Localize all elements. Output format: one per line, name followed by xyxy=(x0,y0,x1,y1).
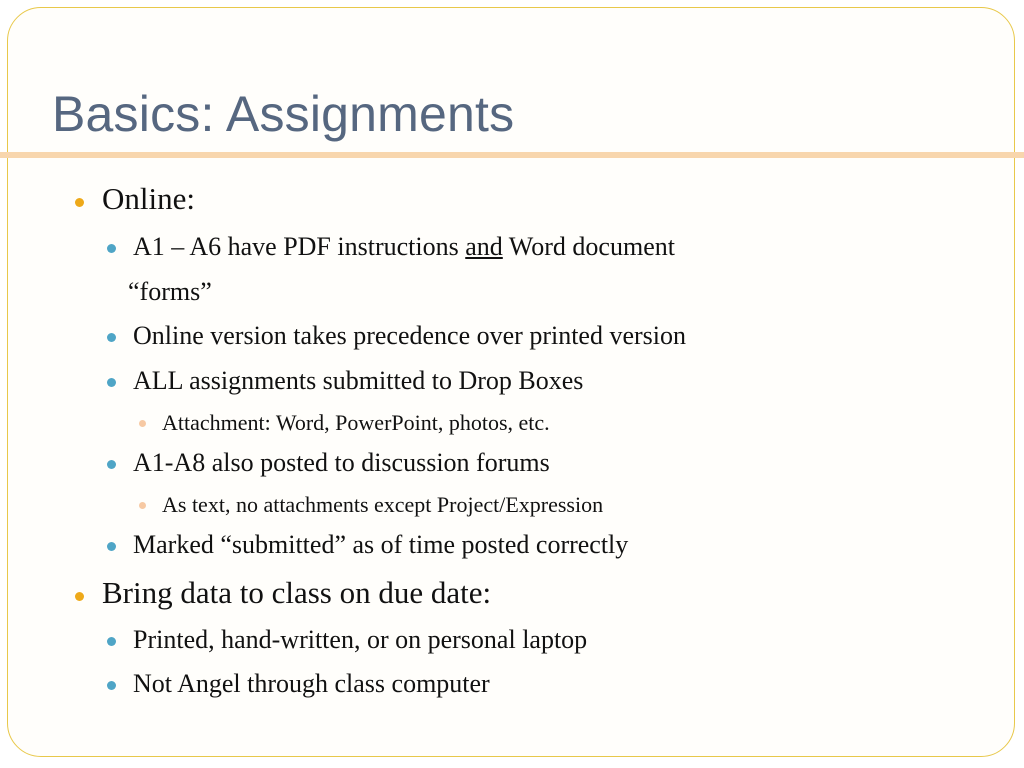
bullet-bring-data xyxy=(102,575,491,611)
bullet-text: Printed, hand-written, or on personal laptop xyxy=(133,625,588,654)
bullet-dot-icon xyxy=(107,681,116,690)
bullet-text: Not Angel through class computer xyxy=(133,669,490,698)
bullet-not-angel xyxy=(133,669,490,699)
bullet-printed xyxy=(133,625,587,655)
bullet-text: Online version takes precedence over printed version xyxy=(133,321,687,350)
bullet-dot-icon xyxy=(75,592,84,601)
bullet-precedence xyxy=(133,321,686,351)
slide-title: Basics: Assignments xyxy=(52,86,515,142)
bullet-text: A1-A8 also posted to discussion forums xyxy=(133,448,550,477)
bullet-text: As text, no attachments except Project/Expression xyxy=(162,492,604,517)
underlined-and: and xyxy=(465,232,503,261)
bullet-text: Online: xyxy=(102,181,195,216)
title-divider xyxy=(0,152,1024,158)
bullet-dot-icon xyxy=(139,420,146,427)
bullet-text: Attachment: Word, PowerPoint, photos, etc. xyxy=(162,410,550,435)
bullet-attachment xyxy=(162,410,550,436)
bullet-forums xyxy=(133,448,550,478)
bullet-dot-icon xyxy=(107,333,116,342)
bullet-marked xyxy=(133,530,628,560)
bullet-dot-icon xyxy=(75,198,84,207)
bullet-text: ALL assignments submitted to Drop Boxes xyxy=(133,366,584,395)
bullet-dot-icon xyxy=(139,502,146,509)
bullet-a1-a6-continued xyxy=(128,277,212,307)
bullet-text: “forms” xyxy=(128,277,212,306)
bullet-drop-boxes xyxy=(133,366,583,396)
bullet-dot-icon xyxy=(107,542,116,551)
bullet-dot-icon xyxy=(107,637,116,646)
bullet-text: Marked “submitted” as of time posted correctly xyxy=(133,530,629,559)
bullet-dot-icon xyxy=(107,460,116,469)
bullet-online xyxy=(102,181,195,217)
bullet-dot-icon xyxy=(107,378,116,387)
bullet-as-text xyxy=(162,492,603,518)
bullet-text: Word document xyxy=(502,232,675,261)
bullet-text: Bring data to class on due date: xyxy=(102,575,492,610)
bullet-a1-a6 xyxy=(133,232,675,262)
bullet-text: A1 – A6 have PDF instructions xyxy=(133,232,466,261)
bullet-dot-icon xyxy=(107,244,116,253)
